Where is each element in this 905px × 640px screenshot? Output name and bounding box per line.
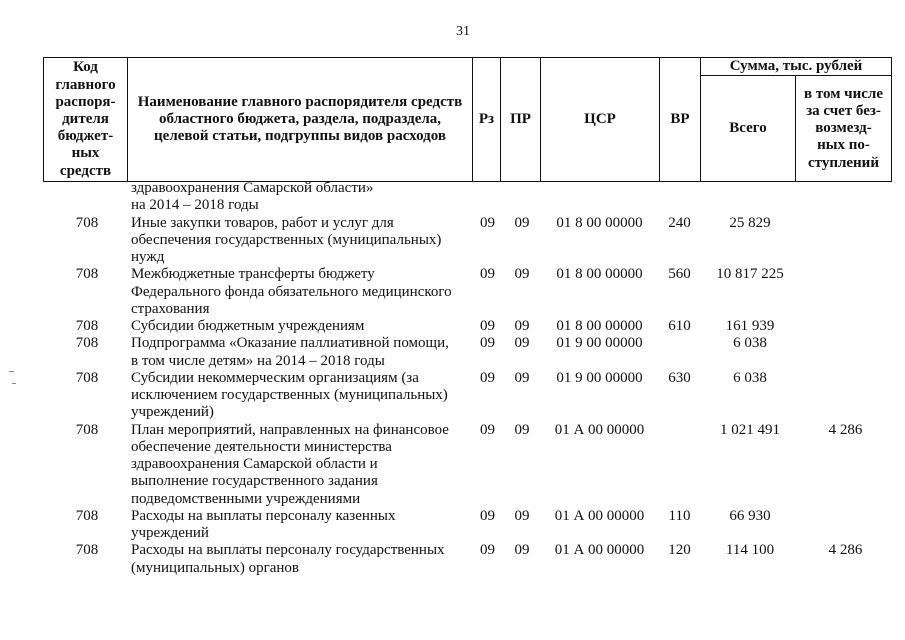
vr-cell: 610 <box>668 318 691 334</box>
table-row <box>43 335 891 370</box>
header-rz: Рз <box>473 58 501 182</box>
header-gratuitous-line: возмезд- <box>815 120 872 137</box>
total-cell: 6 038 <box>733 369 767 386</box>
vr-cell: 120 <box>668 542 691 559</box>
header-csr: ЦСР <box>541 58 660 182</box>
header-name-line: Наименование главного распорядителя средств <box>137 93 463 110</box>
header-code-line: главного <box>55 76 116 93</box>
header-code-line: бюджет- <box>57 128 114 145</box>
header-total: Всего <box>701 76 796 182</box>
csr-cell: 01 8 00 00000 <box>556 266 643 283</box>
rz-cell: 09 <box>480 335 495 352</box>
name-line: выполнение государственного задания <box>131 473 378 490</box>
pr-cell: 09 <box>514 335 530 352</box>
pr-cell: 09 <box>514 542 530 559</box>
header-name-line: областного бюджета, раздела, подраздела, <box>158 111 442 127</box>
rz-cell: 09 <box>480 266 495 283</box>
name-cell <box>127 422 472 508</box>
csr-cell: 01 8 00 00000 <box>556 214 643 231</box>
code-cell: 708 <box>75 542 99 559</box>
code-cell: 708 <box>75 214 99 231</box>
name-cell <box>127 370 472 422</box>
vr-cell: 110 <box>668 507 691 524</box>
name-line: Иные закупки товаров, работ и услуг для <box>131 214 394 231</box>
total-cell: 114 100 <box>725 542 775 559</box>
name-line: нужд <box>131 249 165 265</box>
header-code-line: Код <box>73 59 98 76</box>
header-sum: Сумма, тыс. рублей <box>701 58 892 76</box>
header-gratuitous <box>796 76 892 182</box>
header-code <box>44 58 128 182</box>
code-cell: 708 <box>75 507 99 524</box>
name-cell <box>127 508 472 543</box>
header-gratuitous-line: за счет без- <box>806 102 881 119</box>
vr-cell: 240 <box>668 214 691 231</box>
scan-mark <box>9 371 14 372</box>
table-row <box>43 266 891 318</box>
name-line: учреждений <box>131 525 209 541</box>
pr-cell: 09 <box>514 369 530 386</box>
header-gratuitous-line: ных по- <box>817 137 870 154</box>
table-row <box>43 422 891 508</box>
gratuitous-cell: 4 286 <box>828 542 863 559</box>
table-body <box>43 180 891 577</box>
gratuitous-cell <box>795 215 891 267</box>
vr-cell <box>659 335 700 370</box>
code-cell <box>43 180 127 215</box>
header-code-line: ных <box>71 145 100 162</box>
rz-cell: 09 <box>480 421 495 438</box>
csr-cell: 01 А 00 00000 <box>554 421 645 438</box>
name-line: обеспечение деятельности министерства <box>131 438 392 455</box>
name-cell <box>127 215 472 267</box>
gratuitous-cell <box>795 508 891 543</box>
name-line: (муниципальных) органов <box>131 559 300 576</box>
header-code-line: средств <box>59 162 112 179</box>
name-line: подведомственными учреждениями <box>131 490 361 507</box>
vr-cell <box>659 422 700 508</box>
rz-cell: 09 <box>480 318 495 334</box>
header-pr: ПР <box>501 58 541 182</box>
table-row <box>43 542 891 577</box>
table-row <box>43 370 891 422</box>
csr-cell: 01 9 00 00000 <box>556 335 643 352</box>
code-cell: 708 <box>75 369 99 386</box>
code-cell: 708 <box>75 335 99 352</box>
rz-cell: 09 <box>480 507 495 524</box>
table-row <box>43 508 891 543</box>
name-line: Расходы на выплаты персоналу казенных <box>131 507 396 524</box>
name-line: на 2014 – 2018 годы <box>131 197 259 214</box>
header-name <box>128 58 473 182</box>
name-cell <box>127 180 472 215</box>
table-header <box>43 57 892 182</box>
name-line: Межбюджетные трансферты бюджету <box>131 266 375 283</box>
vr-cell: 560 <box>668 266 691 283</box>
pr-cell: 09 <box>514 318 530 334</box>
name-line: Субсидии бюджетным учреждениям <box>131 318 365 334</box>
name-line: Федерального фонда обязательного медицинского <box>131 283 452 300</box>
csr-cell: 01 9 00 00000 <box>556 369 643 386</box>
code-cell: 708 <box>75 421 99 438</box>
header-vr: ВР <box>660 58 701 182</box>
code-cell: 708 <box>75 266 99 283</box>
header-name-line: целевой статьи, подгруппы видов расходов <box>154 128 446 145</box>
header-code-line: дителя <box>62 111 109 127</box>
rz-cell: 09 <box>480 369 495 386</box>
gratuitous-cell <box>795 335 891 370</box>
gratuitous-cell: 4 286 <box>828 421 863 438</box>
header-gratuitous-line: в том числе <box>803 85 884 102</box>
name-cell <box>127 542 472 577</box>
name-line: обеспечения государственных (муниципальных) <box>131 231 442 248</box>
total-cell: 161 939 <box>725 318 775 334</box>
pr-cell: 09 <box>514 507 530 524</box>
gratuitous-cell <box>795 318 891 335</box>
name-cell <box>127 335 472 370</box>
name-line: учреждений) <box>131 404 214 421</box>
name-cell <box>127 266 472 318</box>
name-line: Расходы на выплаты персоналу государственных <box>131 542 445 559</box>
total-cell: 1 021 491 <box>720 421 780 438</box>
rz-cell: 09 <box>480 214 495 231</box>
name-line: страхования <box>131 300 210 317</box>
name-line: План мероприятий, направленных на финансовое <box>131 421 449 438</box>
rz-cell: 09 <box>480 542 495 559</box>
total-cell: 25 829 <box>729 214 771 231</box>
csr-cell: 01 А 00 00000 <box>554 542 645 559</box>
csr-cell: 01 А 00 00000 <box>554 507 645 524</box>
header-code-line: распоря- <box>55 93 116 110</box>
table-row-continuation <box>43 180 891 215</box>
total-cell: 10 817 225 <box>716 266 784 283</box>
table-row <box>43 318 891 335</box>
total-cell: 66 930 <box>729 507 771 524</box>
pr-cell: 09 <box>514 421 530 438</box>
header-gratuitous-line: ступлений <box>808 154 879 171</box>
gratuitous-cell <box>795 266 891 318</box>
page-number: 31 <box>456 24 470 39</box>
name-line: исключением государственных (муниципальных) <box>131 387 448 403</box>
csr-cell: 01 8 00 00000 <box>556 318 643 334</box>
name-line: здравоохранения Самарской области и <box>131 456 378 472</box>
name-cell <box>127 318 472 335</box>
total-cell: 6 038 <box>733 335 767 352</box>
pr-cell: 09 <box>514 266 530 283</box>
scan-mark <box>12 383 16 384</box>
vr-cell: 630 <box>668 369 691 386</box>
name-line: в том числе детям» на 2014 – 2018 годы <box>131 352 385 369</box>
name-line: Подпрограмма «Оказание паллиативной помощи, <box>131 335 449 352</box>
table-row <box>43 215 891 267</box>
code-cell: 708 <box>75 318 99 334</box>
name-line: здравоохранения Самарской области» <box>131 180 374 196</box>
gratuitous-cell <box>795 370 891 422</box>
name-line: Субсидии некоммерческим организациям (за <box>131 369 419 386</box>
pr-cell: 09 <box>514 214 530 231</box>
